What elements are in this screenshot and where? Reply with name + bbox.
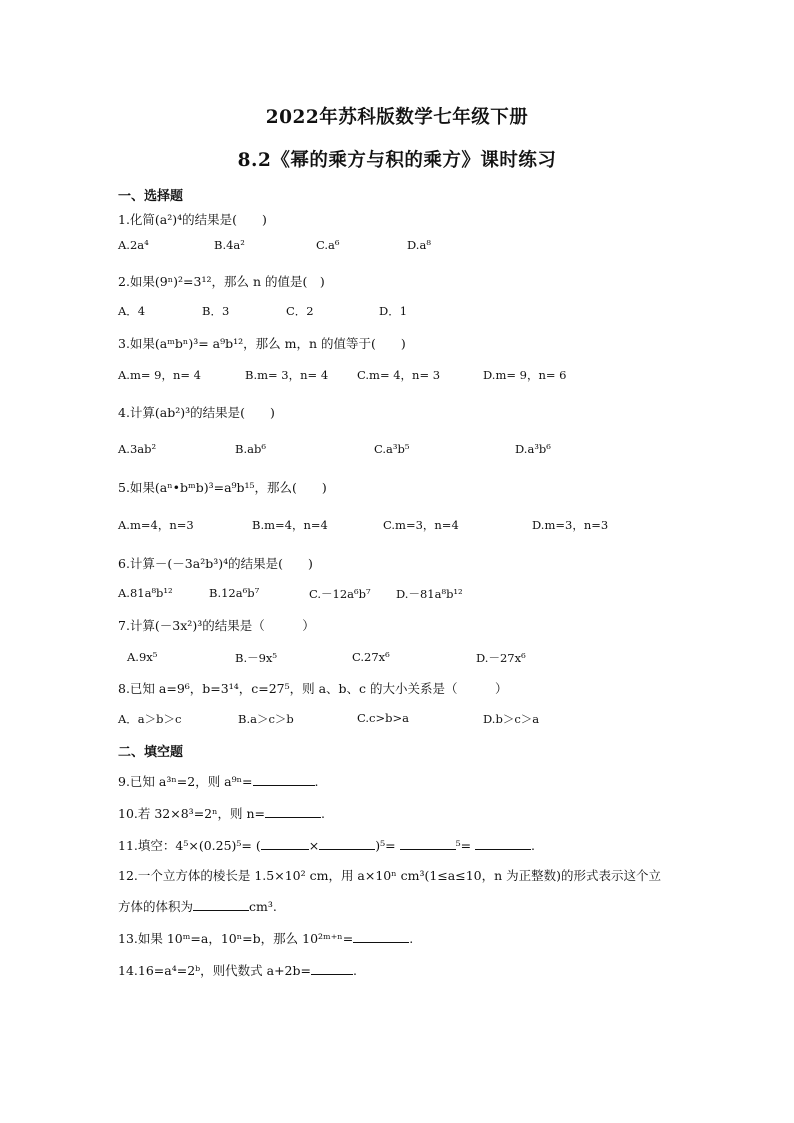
options-3 [118,367,718,383]
option-b: B.m= 3，n= 4 [245,368,329,382]
option-c: C.－12a⁶b⁷ [309,587,371,601]
question-13-end: . [409,931,414,946]
option-a: A.m= 9，n= 4 [118,368,201,382]
option-c: C.a⁶ [316,238,340,252]
answer-blank [193,898,249,911]
option-a: A.m=4，n=3 [118,518,194,532]
question-3: 3.如果(aᵐbⁿ)³= a⁹b¹²，那么 m，n 的值等于( ) [118,336,406,351]
question-14-text: 14.16=a⁴=2ᵇ，则代数式 a+2b= [118,963,311,978]
option-d: D.m= 9，n= 6 [483,368,567,382]
option-c: C.m= 4，n= 3 [357,368,441,382]
question-10 [118,804,325,822]
question-7: 7.计算(－3x²)³的结果是（ ） [118,618,315,633]
question-11-power: )⁵= [375,838,400,853]
option-a: A.3ab² [118,442,157,456]
option-d: D.a³b⁶ [515,442,551,456]
section-heading-fill: 二、填空题 [118,745,184,760]
option-a: A．a＞b＞c [118,712,182,726]
options-2 [118,303,718,319]
question-4: 4.计算(ab²)³的结果是( ) [118,405,275,420]
option-c: C.27x⁶ [352,650,390,664]
question-11-text: 11.填空：4⁵×(0.25)⁵= ( [118,838,261,853]
options-6 [118,586,718,602]
option-b: B.m=4，n=4 [252,518,328,532]
option-d: D.－27x⁶ [476,651,526,665]
question-11-power2: ⁵= [455,838,476,853]
question-11-times: × [308,838,320,853]
option-b: B.ab⁶ [235,442,266,456]
question-13 [118,929,413,947]
page-subtitle: 8.2《幂的乘方与积的乘方》课时练习 [237,150,557,171]
question-6: 6.计算－(－3a²b³)⁴的结果是( ) [118,556,313,571]
option-d: D.－81a⁸b¹² [396,587,463,601]
question-5: 5.如果(aⁿ•bᵐb)³=a⁹b¹⁵，那么( ) [118,480,327,495]
question-2: 2.如果(9ⁿ)²=3¹²，那么 n 的值是( ) [118,274,325,289]
question-11-end: . [531,838,536,853]
answer-blank [311,962,353,975]
options-5 [118,517,718,533]
option-c: C.a³b⁵ [374,442,410,456]
answer-blank [261,837,309,850]
option-b: B.－9x⁵ [235,651,278,665]
question-9-end: . [314,774,319,789]
answer-blank [353,930,409,943]
option-c: C.c>b>a [357,711,409,725]
answer-blank [253,773,315,786]
option-a: A.2a⁴ [118,238,149,252]
option-a: A.9x⁵ [127,650,158,664]
answer-blank [319,837,375,850]
option-b: B.4a² [214,238,245,252]
option-d: D．1 [379,304,408,318]
question-10-end: . [321,806,326,821]
question-12-text: 方体的体积为 [118,899,194,914]
option-b: B．3 [202,304,230,318]
options-8 [118,711,718,727]
question-1: 1.化简(a²)⁴的结果是( ) [118,212,267,227]
option-d: D.b＞c＞a [483,712,540,726]
section-heading-choice: 一、选择题 [118,189,184,204]
option-d: D.m=3，n=3 [532,518,609,532]
question-8: 8.已知 a=9⁶，b=3¹⁴，c=27⁵，则 a、b、c 的大小关系是（ ） [118,681,508,696]
question-10-text: 10.若 32×8³=2ⁿ，则 n= [118,806,266,821]
question-12-line-1: 12.一个立方体的棱长是 1.5×10² cm，用 a×10ⁿ cm³(1≤a≤10，n 为正整数)的形式表示这个立 [118,868,662,883]
option-d: D.a⁸ [407,238,431,252]
option-c: C.m=3，n=4 [383,518,459,532]
question-9-text: 9.已知 a³ⁿ=2，则 a⁹ⁿ= [118,774,253,789]
question-13-text: 13.如果 10ᵐ=a，10ⁿ=b，那么 10²ᵐ⁺ⁿ= [118,931,354,946]
options-7 [118,650,718,666]
answer-blank [265,805,321,818]
question-12-end: cm³. [249,899,277,914]
question-12-line-2 [118,897,277,915]
answer-blank [400,837,456,850]
options-4 [118,442,718,458]
question-11 [118,836,535,854]
options-1 [118,238,718,254]
option-a: A.81a⁸b¹² [118,586,173,600]
option-b: B.12a⁶b⁷ [209,586,260,600]
option-c: C．2 [286,304,314,318]
option-b: B.a＞c＞b [238,712,294,726]
question-14 [118,961,357,979]
answer-blank [475,837,531,850]
option-a: A．4 [118,304,146,318]
question-9 [118,772,319,790]
question-14-end: . [352,963,357,978]
page-title: 2022年苏科版数学七年级下册 [265,107,529,128]
